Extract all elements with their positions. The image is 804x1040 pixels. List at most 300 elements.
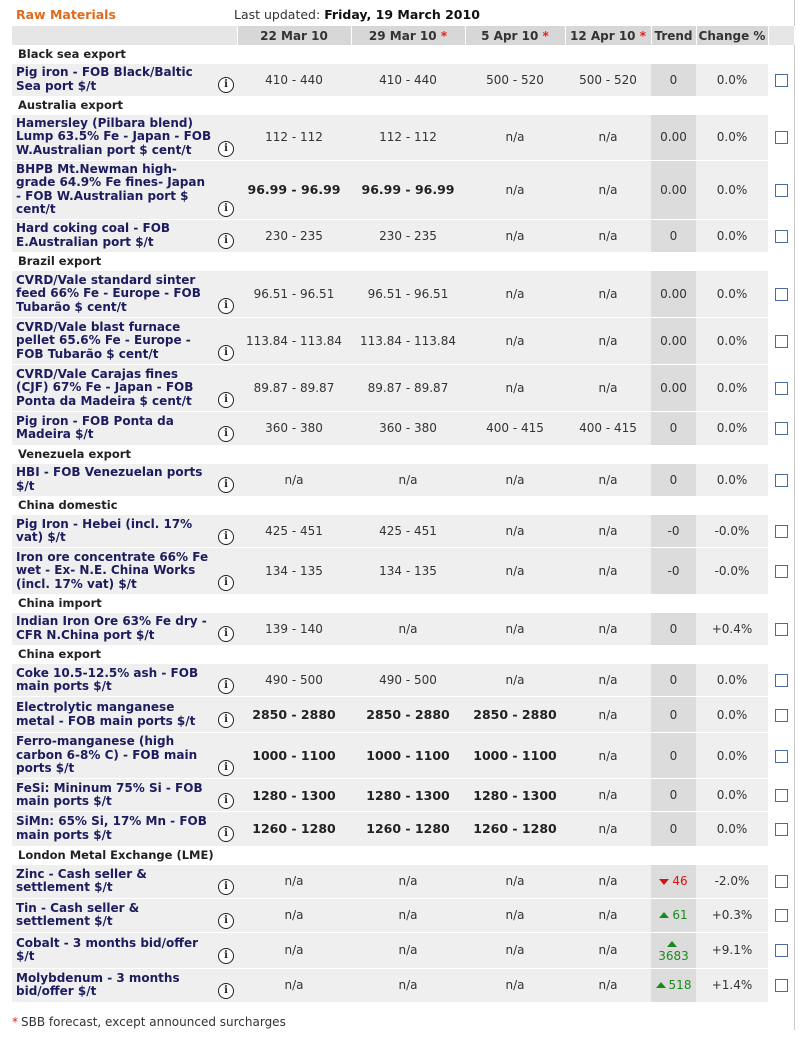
price-cell: 500 - 520 bbox=[565, 64, 651, 96]
price-table bbox=[12, 26, 795, 1002]
trend-cell bbox=[651, 733, 696, 779]
price-cell: n/a bbox=[465, 271, 565, 318]
row-checkbox[interactable] bbox=[775, 184, 788, 197]
price-cell: n/a bbox=[565, 271, 651, 318]
row-checkbox[interactable] bbox=[775, 789, 788, 802]
price-cell: 425 - 451 bbox=[351, 515, 465, 548]
row-name-cell bbox=[12, 271, 237, 318]
info-icon[interactable]: i bbox=[218, 712, 234, 728]
info-icon[interactable]: i bbox=[218, 793, 234, 809]
price-cell: n/a bbox=[237, 898, 351, 932]
change-cell: +1.4% bbox=[696, 968, 768, 1002]
column-header bbox=[696, 26, 768, 45]
change-cell: 0.0% bbox=[696, 779, 768, 812]
trend-value: 0 bbox=[669, 621, 678, 636]
row-name bbox=[12, 64, 237, 95]
change-cell: -2.0% bbox=[696, 864, 768, 898]
table-row bbox=[12, 318, 794, 365]
section-title: Brazil export bbox=[12, 252, 794, 271]
row-checkbox[interactable] bbox=[775, 875, 788, 888]
price-cell: 230 - 235 bbox=[351, 219, 465, 252]
price-cell: 1260 - 1280 bbox=[465, 812, 565, 846]
trend-cell bbox=[651, 160, 696, 219]
price-cell: n/a bbox=[565, 160, 651, 219]
price-cell: n/a bbox=[565, 463, 651, 496]
trend-cell bbox=[651, 271, 696, 318]
column-header-label: 12 Apr 10 bbox=[569, 28, 636, 43]
price-cell: 89.87 - 89.87 bbox=[351, 365, 465, 412]
row-checkbox[interactable] bbox=[775, 131, 788, 144]
section-header bbox=[12, 594, 794, 613]
price-cell: 1280 - 1300 bbox=[465, 779, 565, 812]
table-row bbox=[12, 932, 794, 968]
checkbox-cell bbox=[768, 733, 794, 779]
checkbox-cell bbox=[768, 160, 794, 219]
commodity-name: Tin - Cash seller & settlement $/t bbox=[16, 900, 140, 928]
row-name-cell bbox=[12, 64, 237, 96]
change-cell: 0.0% bbox=[696, 365, 768, 412]
info-icon[interactable]: i bbox=[218, 201, 234, 217]
price-cell: n/a bbox=[565, 114, 651, 160]
price-cell: n/a bbox=[565, 697, 651, 733]
row-checkbox[interactable] bbox=[775, 565, 788, 578]
section-header bbox=[12, 96, 794, 115]
checkbox-cell bbox=[768, 932, 794, 968]
header-blank bbox=[12, 26, 237, 45]
price-cell: n/a bbox=[465, 968, 565, 1002]
info-icon[interactable]: i bbox=[218, 626, 234, 642]
row-name bbox=[12, 413, 237, 444]
row-name-cell bbox=[12, 548, 237, 594]
table-row bbox=[12, 160, 794, 219]
commodity-name: FeSi: Mininum 75% Si - FOB main ports $/t bbox=[16, 780, 203, 808]
table-row bbox=[12, 612, 794, 645]
change-cell: 0.0% bbox=[696, 733, 768, 779]
checkbox-cell bbox=[768, 812, 794, 846]
price-cell: n/a bbox=[465, 365, 565, 412]
price-cell: n/a bbox=[237, 968, 351, 1002]
forecast-star: * bbox=[440, 28, 448, 43]
price-cell: n/a bbox=[565, 318, 651, 365]
info-icon[interactable]: i bbox=[218, 77, 234, 93]
trend-value: 0.00 bbox=[660, 334, 687, 348]
trend-cell bbox=[651, 697, 696, 733]
change-cell: 0.0% bbox=[696, 64, 768, 96]
table-row bbox=[12, 548, 794, 594]
row-name bbox=[12, 813, 237, 844]
commodity-name: HBI - FOB Venezuelan ports $/t bbox=[16, 465, 203, 493]
info-icon[interactable]: i bbox=[218, 948, 234, 964]
price-cell: n/a bbox=[565, 968, 651, 1002]
info-icon[interactable]: i bbox=[218, 345, 234, 361]
trend-cell bbox=[651, 463, 696, 496]
info-icon[interactable]: i bbox=[218, 678, 234, 694]
commodity-name: Hamersley (Pilbara blend) Lump 63.5% Fe - Japan - FOB W.Australian port $ cent/t bbox=[16, 115, 212, 157]
price-cell: n/a bbox=[465, 898, 565, 932]
info-icon[interactable]: i bbox=[218, 760, 234, 776]
checkbox-cell bbox=[768, 612, 794, 645]
arrow-down-icon bbox=[659, 879, 669, 885]
trend-cell bbox=[651, 864, 696, 898]
commodity-name: Coke 10.5-12.5% ash - FOB main ports $/t bbox=[16, 665, 199, 693]
trend-value: 0.00 bbox=[660, 287, 687, 301]
commodity-name: Cobalt - 3 months bid/offer $/t bbox=[16, 935, 199, 963]
trend-value: -0 bbox=[667, 524, 680, 538]
price-cell: n/a bbox=[351, 864, 465, 898]
arrow-up-icon bbox=[667, 941, 677, 947]
row-checkbox[interactable] bbox=[775, 74, 788, 87]
commodity-name: CVRD/Vale blast furnace pellet 65.6% Fe - Europe - FOB Tubarão $ cent/t bbox=[16, 319, 191, 361]
price-cell: 139 - 140 bbox=[237, 612, 351, 645]
table-row bbox=[12, 271, 794, 318]
row-checkbox[interactable] bbox=[775, 944, 788, 957]
price-cell: 500 - 520 bbox=[465, 64, 565, 96]
info-icon[interactable]: i bbox=[218, 913, 234, 929]
price-cell: 96.99 - 96.99 bbox=[237, 160, 351, 219]
price-cell: n/a bbox=[465, 160, 565, 219]
row-checkbox[interactable] bbox=[775, 335, 788, 348]
footnote-text: SBB forecast, except announced surcharges bbox=[21, 1015, 286, 1029]
forecast-star: * bbox=[639, 28, 647, 43]
change-cell: 0.0% bbox=[696, 463, 768, 496]
row-name-cell bbox=[12, 812, 237, 846]
row-checkbox[interactable] bbox=[775, 230, 788, 243]
price-cell: 112 - 112 bbox=[237, 114, 351, 160]
commodity-name: Zinc - Cash seller & settlement $/t bbox=[16, 866, 147, 894]
change-cell: +9.1% bbox=[696, 932, 768, 968]
section-header bbox=[12, 252, 794, 271]
price-cell: n/a bbox=[465, 114, 565, 160]
row-checkbox[interactable] bbox=[775, 623, 788, 636]
price-cell: 134 - 135 bbox=[237, 548, 351, 594]
row-name bbox=[12, 161, 237, 219]
price-cell: 2850 - 2880 bbox=[351, 697, 465, 733]
price-cell: 113.84 - 113.84 bbox=[237, 318, 351, 365]
price-cell: 490 - 500 bbox=[237, 664, 351, 697]
checkbox-cell bbox=[768, 968, 794, 1002]
page-title: Raw Materials bbox=[16, 7, 116, 22]
price-cell: 1000 - 1100 bbox=[465, 733, 565, 779]
info-icon[interactable]: i bbox=[218, 529, 234, 545]
price-cell: n/a bbox=[351, 968, 465, 1002]
trend-value: 3683 bbox=[658, 949, 689, 963]
row-name-cell bbox=[12, 664, 237, 697]
row-name-cell bbox=[12, 612, 237, 645]
commodity-name: BHPB Mt.Newman high-grade 64.9% Fe fines- Japan - FOB W.Australian port $ cent/t bbox=[16, 161, 206, 216]
section-header bbox=[12, 496, 794, 515]
trend-cell bbox=[651, 64, 696, 96]
trend-value: 0 bbox=[669, 472, 678, 487]
section-header bbox=[12, 846, 794, 865]
row-checkbox[interactable] bbox=[775, 750, 788, 763]
trend-cell bbox=[651, 219, 696, 252]
table-row bbox=[12, 812, 794, 846]
price-cell: n/a bbox=[565, 864, 651, 898]
trend-value: 0 bbox=[669, 421, 678, 436]
price-cell: 230 - 235 bbox=[237, 219, 351, 252]
trend-cell bbox=[651, 898, 696, 932]
trend-cell bbox=[651, 412, 696, 445]
section-title: China import bbox=[12, 594, 794, 613]
trend-value: 61 bbox=[672, 908, 688, 922]
commodity-name: Iron ore concentrate 66% Fe wet - Ex- N.E. China Works (incl. 17% vat) $/t bbox=[16, 549, 209, 591]
trend-value: 0 bbox=[669, 228, 678, 243]
price-cell: 410 - 440 bbox=[351, 64, 465, 96]
info-icon[interactable]: i bbox=[218, 575, 234, 591]
price-cell: n/a bbox=[351, 463, 465, 496]
trend-value: 0.00 bbox=[660, 130, 687, 144]
trend-cell bbox=[651, 932, 696, 968]
row-checkbox[interactable] bbox=[775, 288, 788, 301]
row-name bbox=[12, 613, 237, 644]
row-name bbox=[12, 699, 237, 730]
commodity-name: CVRD/Vale Carajas fines (CJF) 67% Fe - Japan - FOB Ponta da Madeira $ cent/t bbox=[16, 366, 194, 408]
commodity-name: Electrolytic manganese metal - FOB main ports $/t bbox=[16, 700, 196, 728]
row-checkbox[interactable] bbox=[775, 709, 788, 722]
price-cell: n/a bbox=[565, 898, 651, 932]
row-checkbox[interactable] bbox=[775, 979, 788, 992]
trend-value: 518 bbox=[668, 978, 692, 993]
trend-value: 0 bbox=[669, 821, 678, 836]
row-name-cell bbox=[12, 463, 237, 496]
checkbox-cell bbox=[768, 365, 794, 412]
price-cell: 134 - 135 bbox=[351, 548, 465, 594]
row-checkbox[interactable] bbox=[775, 823, 788, 836]
row-name bbox=[12, 516, 237, 547]
section-header bbox=[12, 445, 794, 464]
change-cell: 0.0% bbox=[696, 812, 768, 846]
table-header bbox=[12, 26, 794, 45]
info-icon[interactable]: i bbox=[218, 879, 234, 895]
price-cell: 2850 - 2880 bbox=[237, 697, 351, 733]
row-name-cell bbox=[12, 219, 237, 252]
section-title: Australia export bbox=[12, 96, 794, 115]
price-cell: 490 - 500 bbox=[351, 664, 465, 697]
info-icon[interactable]: i bbox=[218, 233, 234, 249]
price-cell: 400 - 415 bbox=[465, 412, 565, 445]
checkbox-cell bbox=[768, 114, 794, 160]
price-cell: n/a bbox=[565, 932, 651, 968]
table-row bbox=[12, 64, 794, 96]
price-cell: 1000 - 1100 bbox=[237, 733, 351, 779]
commodity-name: CVRD/Vale standard sinter feed 66% Fe - Europe - FOB Tubarão $ cent/t bbox=[16, 272, 201, 314]
row-name-cell bbox=[12, 365, 237, 412]
change-cell: 0.0% bbox=[696, 219, 768, 252]
trend-value: 0 bbox=[669, 72, 678, 87]
commodity-name: Pig iron - FOB Black/Baltic Sea port $/t bbox=[16, 65, 193, 93]
column-header-label: 5 Apr 10 bbox=[481, 28, 539, 43]
price-cell: n/a bbox=[351, 612, 465, 645]
trend-value: 0 bbox=[669, 707, 678, 722]
row-name-cell bbox=[12, 515, 237, 548]
section-title: Venezuela export bbox=[12, 445, 794, 464]
table-row bbox=[12, 515, 794, 548]
change-cell: 0.0% bbox=[696, 318, 768, 365]
commodity-name: Ferro-manganese (high carbon 6-8% C) - FOB main ports $/t bbox=[16, 734, 198, 776]
price-cell: 1260 - 1280 bbox=[237, 812, 351, 846]
section-header bbox=[12, 645, 794, 664]
row-name bbox=[12, 935, 237, 966]
checkbox-cell bbox=[768, 864, 794, 898]
info-icon[interactable]: i bbox=[218, 141, 234, 157]
price-panel bbox=[12, 0, 795, 1030]
checkbox-cell bbox=[768, 412, 794, 445]
price-cell: 360 - 380 bbox=[237, 412, 351, 445]
price-cell: 2850 - 2880 bbox=[465, 697, 565, 733]
price-cell: n/a bbox=[565, 612, 651, 645]
change-cell: 0.0% bbox=[696, 160, 768, 219]
price-cell: n/a bbox=[465, 932, 565, 968]
checkbox-cell bbox=[768, 463, 794, 496]
row-checkbox[interactable] bbox=[775, 422, 788, 435]
info-icon[interactable]: i bbox=[218, 983, 234, 999]
trend-cell bbox=[651, 812, 696, 846]
checkbox-cell bbox=[768, 64, 794, 96]
info-icon[interactable]: i bbox=[218, 477, 234, 493]
section-title: China domestic bbox=[12, 496, 794, 515]
column-header bbox=[465, 26, 565, 45]
row-checkbox[interactable] bbox=[775, 474, 788, 487]
price-cell: n/a bbox=[465, 664, 565, 697]
trend-value: 0.00 bbox=[660, 381, 687, 395]
row-name bbox=[12, 319, 237, 364]
info-icon[interactable]: i bbox=[218, 426, 234, 442]
row-name-cell bbox=[12, 733, 237, 779]
trend-value: -0 bbox=[667, 563, 680, 578]
row-name bbox=[12, 220, 237, 251]
commodity-name: SiMn: 65% Si, 17% Mn - FOB main ports $/t bbox=[16, 814, 207, 842]
row-checkbox[interactable] bbox=[775, 382, 788, 395]
row-name-cell bbox=[12, 318, 237, 365]
column-header bbox=[565, 26, 651, 45]
change-cell: 0.0% bbox=[696, 697, 768, 733]
row-name bbox=[12, 366, 237, 411]
section-title: London Metal Exchange (LME) bbox=[12, 846, 794, 865]
table-row bbox=[12, 697, 794, 733]
row-checkbox[interactable] bbox=[775, 674, 788, 687]
row-name bbox=[12, 665, 237, 696]
row-name bbox=[12, 464, 237, 495]
footnote-star: * bbox=[12, 1015, 18, 1029]
price-cell: n/a bbox=[465, 219, 565, 252]
change-cell: 0.0% bbox=[696, 114, 768, 160]
footnote bbox=[12, 1015, 286, 1029]
table-row bbox=[12, 898, 794, 932]
section-title: Black sea export bbox=[12, 45, 794, 64]
price-cell: n/a bbox=[465, 548, 565, 594]
checkbox-cell bbox=[768, 779, 794, 812]
column-header bbox=[237, 26, 351, 45]
column-header bbox=[651, 26, 696, 45]
trend-cell bbox=[651, 548, 696, 594]
price-cell: n/a bbox=[465, 864, 565, 898]
column-header-label: Trend bbox=[654, 28, 693, 43]
row-name bbox=[12, 866, 237, 897]
row-checkbox[interactable] bbox=[775, 525, 788, 538]
row-name-cell bbox=[12, 697, 237, 733]
change-cell: +0.3% bbox=[696, 898, 768, 932]
column-header bbox=[351, 26, 465, 45]
change-cell: -0.0% bbox=[696, 548, 768, 594]
row-name-cell bbox=[12, 864, 237, 898]
trend-cell bbox=[651, 318, 696, 365]
column-header-label: 22 Mar 10 bbox=[260, 28, 328, 43]
change-cell: 0.0% bbox=[696, 271, 768, 318]
price-cell: n/a bbox=[465, 612, 565, 645]
trend-cell bbox=[651, 515, 696, 548]
row-checkbox[interactable] bbox=[775, 909, 788, 922]
checkbox-cell bbox=[768, 898, 794, 932]
price-cell: n/a bbox=[351, 898, 465, 932]
arrow-up-icon bbox=[659, 912, 669, 918]
table-row bbox=[12, 412, 794, 445]
price-cell: n/a bbox=[565, 515, 651, 548]
row-name-cell bbox=[12, 779, 237, 812]
price-cell: n/a bbox=[565, 548, 651, 594]
info-icon[interactable]: i bbox=[218, 826, 234, 842]
checkbox-cell bbox=[768, 271, 794, 318]
trend-value: 0 bbox=[669, 673, 678, 687]
row-name bbox=[12, 733, 237, 778]
price-cell: n/a bbox=[237, 463, 351, 496]
trend-value: 0.00 bbox=[660, 182, 687, 197]
price-cell: 1280 - 1300 bbox=[351, 779, 465, 812]
checkbox-cell bbox=[768, 664, 794, 697]
price-cell: 96.51 - 96.51 bbox=[351, 271, 465, 318]
checkbox-cell bbox=[768, 548, 794, 594]
checkbox-cell bbox=[768, 697, 794, 733]
row-name-cell bbox=[12, 968, 237, 1002]
last-updated-value: Friday, 19 March 2010 bbox=[324, 7, 480, 22]
column-header-label: 29 Mar 10 bbox=[368, 28, 437, 43]
commodity-name: Pig Iron - Hebei (incl. 17% vat) $/t bbox=[16, 516, 193, 544]
row-name bbox=[12, 780, 237, 811]
row-name bbox=[12, 549, 237, 594]
info-icon[interactable]: i bbox=[218, 392, 234, 408]
price-cell: n/a bbox=[565, 733, 651, 779]
row-name bbox=[12, 970, 237, 1001]
row-name bbox=[12, 272, 237, 317]
trend-cell bbox=[651, 365, 696, 412]
table-row bbox=[12, 114, 794, 160]
table-row bbox=[12, 365, 794, 412]
price-cell: n/a bbox=[465, 463, 565, 496]
price-cell: n/a bbox=[465, 515, 565, 548]
price-cell: 89.87 - 89.87 bbox=[237, 365, 351, 412]
table-row bbox=[12, 864, 794, 898]
table-row bbox=[12, 779, 794, 812]
price-cell: 400 - 415 bbox=[565, 412, 651, 445]
row-name-cell bbox=[12, 160, 237, 219]
arrow-up-icon bbox=[656, 982, 666, 988]
trend-value: 0 bbox=[669, 748, 678, 763]
price-cell: 112 - 112 bbox=[351, 114, 465, 160]
info-icon[interactable]: i bbox=[218, 298, 234, 314]
trend-cell bbox=[651, 612, 696, 645]
row-name-cell bbox=[12, 412, 237, 445]
price-cell: n/a bbox=[565, 219, 651, 252]
top-bar bbox=[12, 0, 794, 26]
trend-cell bbox=[651, 779, 696, 812]
row-name-cell bbox=[12, 114, 237, 160]
last-updated-label: Last updated: bbox=[234, 7, 321, 22]
table-row bbox=[12, 968, 794, 1002]
price-cell: 425 - 451 bbox=[237, 515, 351, 548]
price-cell: n/a bbox=[565, 664, 651, 697]
table-row bbox=[12, 219, 794, 252]
section-header bbox=[12, 45, 794, 64]
checkbox-cell bbox=[768, 515, 794, 548]
